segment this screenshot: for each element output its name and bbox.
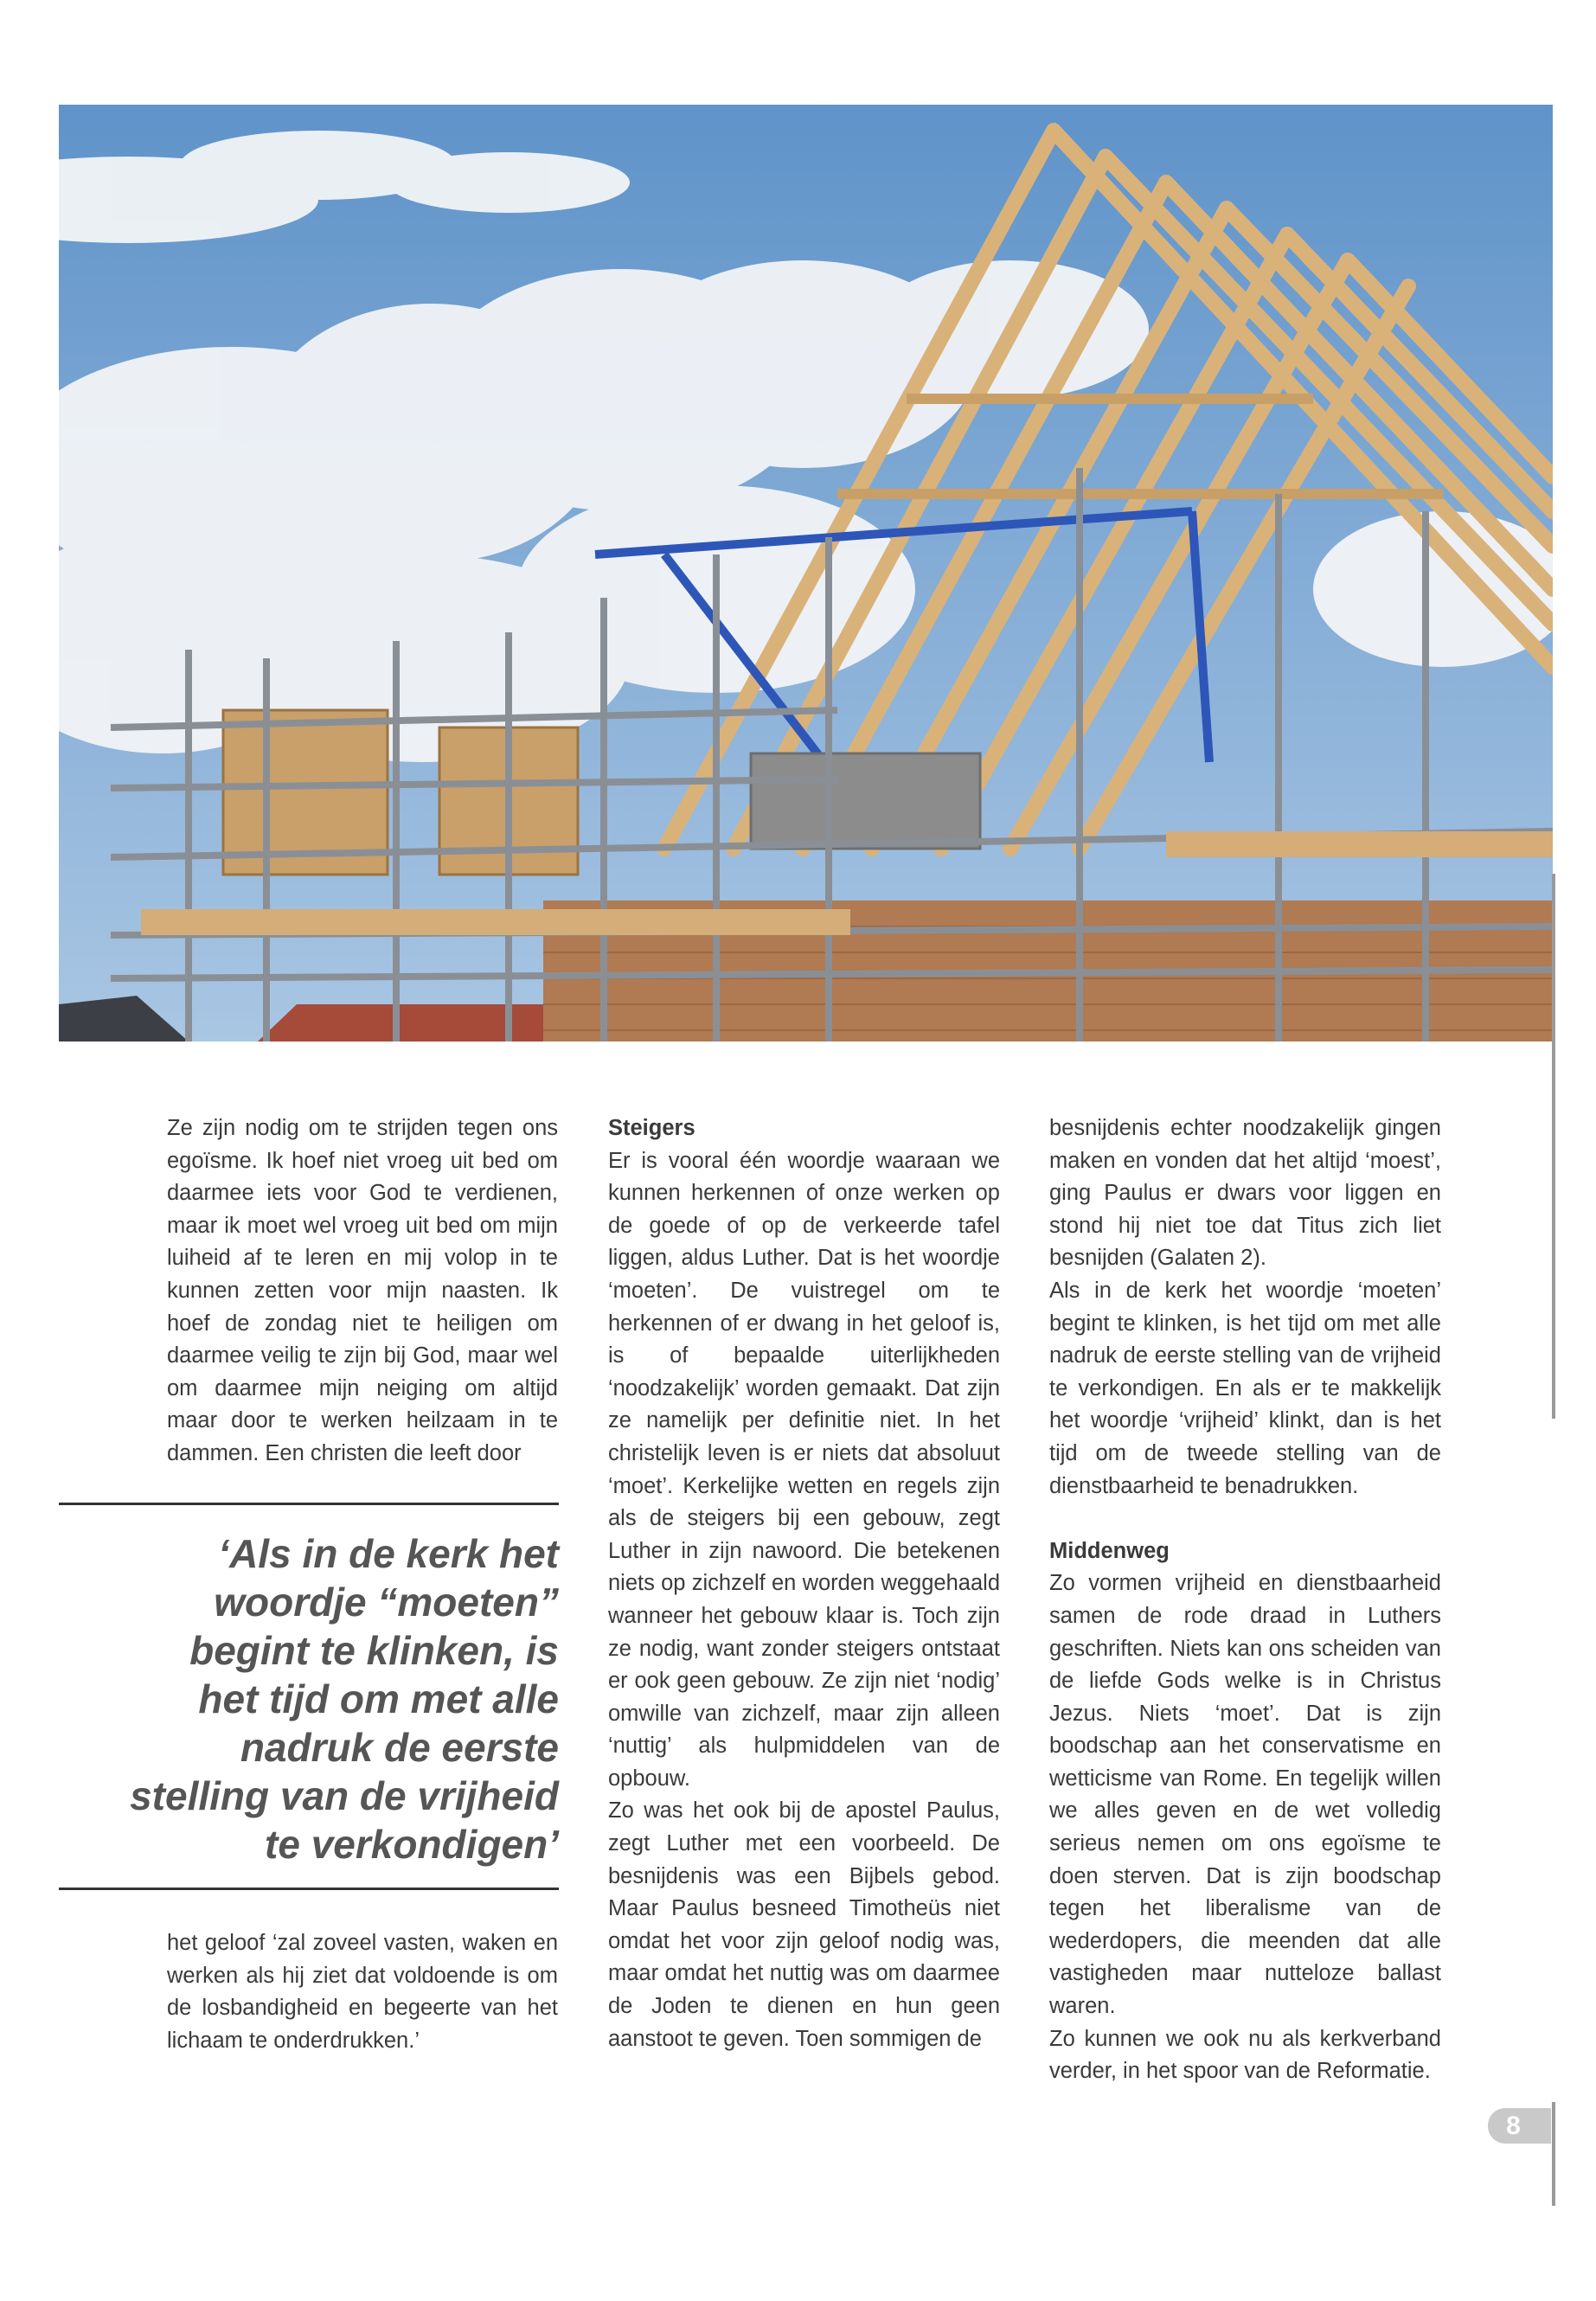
pull-quote xyxy=(95,1529,559,1868)
body-paragraph: Als in de kerk het woordje ‘moeten’ begint te klinken, is het tijd om met alle nadruk de eerste stelling van de vrijheid te verkondigen. En als er te makkelijk het woordje ‘vrijheid’ klinkt, dan is het tijd om de tweede stelling van de dienstbaarheid te benadrukken. xyxy=(1049,1278,1441,1498)
paragraph-gap xyxy=(1049,1503,1441,1535)
quote-rule-bottom xyxy=(59,1888,559,1890)
body-paragraph: Er is vooral één woordje waaraan we kunnen herkennen of onze werken op de goede of op de verkeerde tafel liggen, aldus Luther. Dat is het woordje ‘moeten’. De vuistregel om te herkennen of er dwang in het geloof is, is of bepaalde uiterlijkheden ‘noodzakelijk’ worden gemaakt. Dat zijn ze namelijk per definitie niet. In het christelijk leven is er niets dat absoluut ‘moet’. Kerkelijke wetten en regels zijn als de steigers bij een gebouw, zegt Luther in zijn nawoord. Die betekenen niets op zichzelf en worden weggehaald wanneer het gebouw klaar is. Toch zijn ze nodig, want zonder steigers ontstaat er ook geen gebouw. Ze zijn niet ‘nodig’ omwille van zichzelf, maar zijn alleen ‘nuttig’ als hulpmiddelen van de opbouw. xyxy=(608,1148,1000,1791)
body-paragraph: Zo kunnen we ook nu als kerkverband verder, in het spoor van de Reformatie. xyxy=(1049,2026,1441,2084)
column-3 xyxy=(1049,1112,1441,2088)
section-heading-middenweg: Middenweg xyxy=(1049,1538,1170,1563)
pull-quote-line: nadruk de eerste xyxy=(240,1725,559,1770)
page-number: 8 xyxy=(1488,2108,1551,2144)
pull-quote-line: het tijd om met alle xyxy=(198,1676,559,1721)
body-paragraph: het geloof ‘zal zoveel vasten, waken en werken als hij ziet dat voldoende is om de losbandigheid en begeerte van het lichaam te onderdrukken.’ xyxy=(167,1931,558,2053)
body-paragraph: besnijdenis echter noodzakelijk gingen maken en vonden dat het altijd ‘moest’, ging Paulus er dwars voor liggen en stond hij niet toe dat Titus zich liet besnijden (Galaten 2). xyxy=(1049,1116,1441,1271)
body-paragraph: Ze zijn nodig om te strijden tegen ons egoïsme. Ik hoef niet vroeg uit bed om daarmee iets voor God te verdienen, maar ik moet wel vroeg uit bed om mijn luiheid af te leren en mij volop in te kunnen zetten voor mijn naasten. Ik hoef de zondag niet te heiligen om daarmee veilig te zijn bij God, maar wel om daarmee mijn neiging om altijd maar door te werken heilzaam in te dammen. Een christen die leeft door xyxy=(167,1116,558,1465)
column-1 xyxy=(167,1112,558,1471)
pull-quote-line: woordje “moeten” xyxy=(214,1580,559,1625)
body-paragraph: Zo was het ook bij de apostel Paulus, zegt Luther met een voorbeeld. De besnijdenis was een Bijbels gebod. Maar Paulus besneed Timotheüs niet omdat het voor zijn geloof nodig was, maar omdat het nuttig was om daarmee de Joden te dienen en hun geen aanstoot te geven. Toen sommigen de xyxy=(608,1798,1000,2051)
body-paragraph: Zo vormen vrijheid en dienstbaarheid samen de rode draad in Luthers geschriften. Niets kan ons scheiden van de liefde Gods welke is in Christus Jezus. Niets ‘moet’. Dat is zijn boodschap aan het conservatisme en wetticisme van Rome. En tegelijk willen we alles geven en de wet volledig serieus nemen om ons egoïsme te doen sterven. Dat is zijn boodschap tegen het liberalisme van de wederdopers, die meenden dat alle vastigheden maar nutteloze ballast waren. xyxy=(1049,1571,1441,2019)
edge-bar xyxy=(1552,874,1555,1419)
pull-quote-line: begint te klinken, is xyxy=(189,1628,559,1673)
roof-construction-photo xyxy=(59,105,1553,1042)
pull-quote-line: te verkondigen’ xyxy=(265,1822,559,1867)
quote-rule-top xyxy=(59,1503,559,1505)
edge-bar xyxy=(1552,2102,1555,2206)
pull-quote-line: ‘Als in de kerk het xyxy=(218,1531,559,1576)
pull-quote-line: stelling van de vrijheid xyxy=(130,1773,559,1818)
column-1-continued xyxy=(167,1927,558,2057)
column-2 xyxy=(608,1112,1000,2055)
section-heading-steigers: Steigers xyxy=(608,1116,695,1140)
